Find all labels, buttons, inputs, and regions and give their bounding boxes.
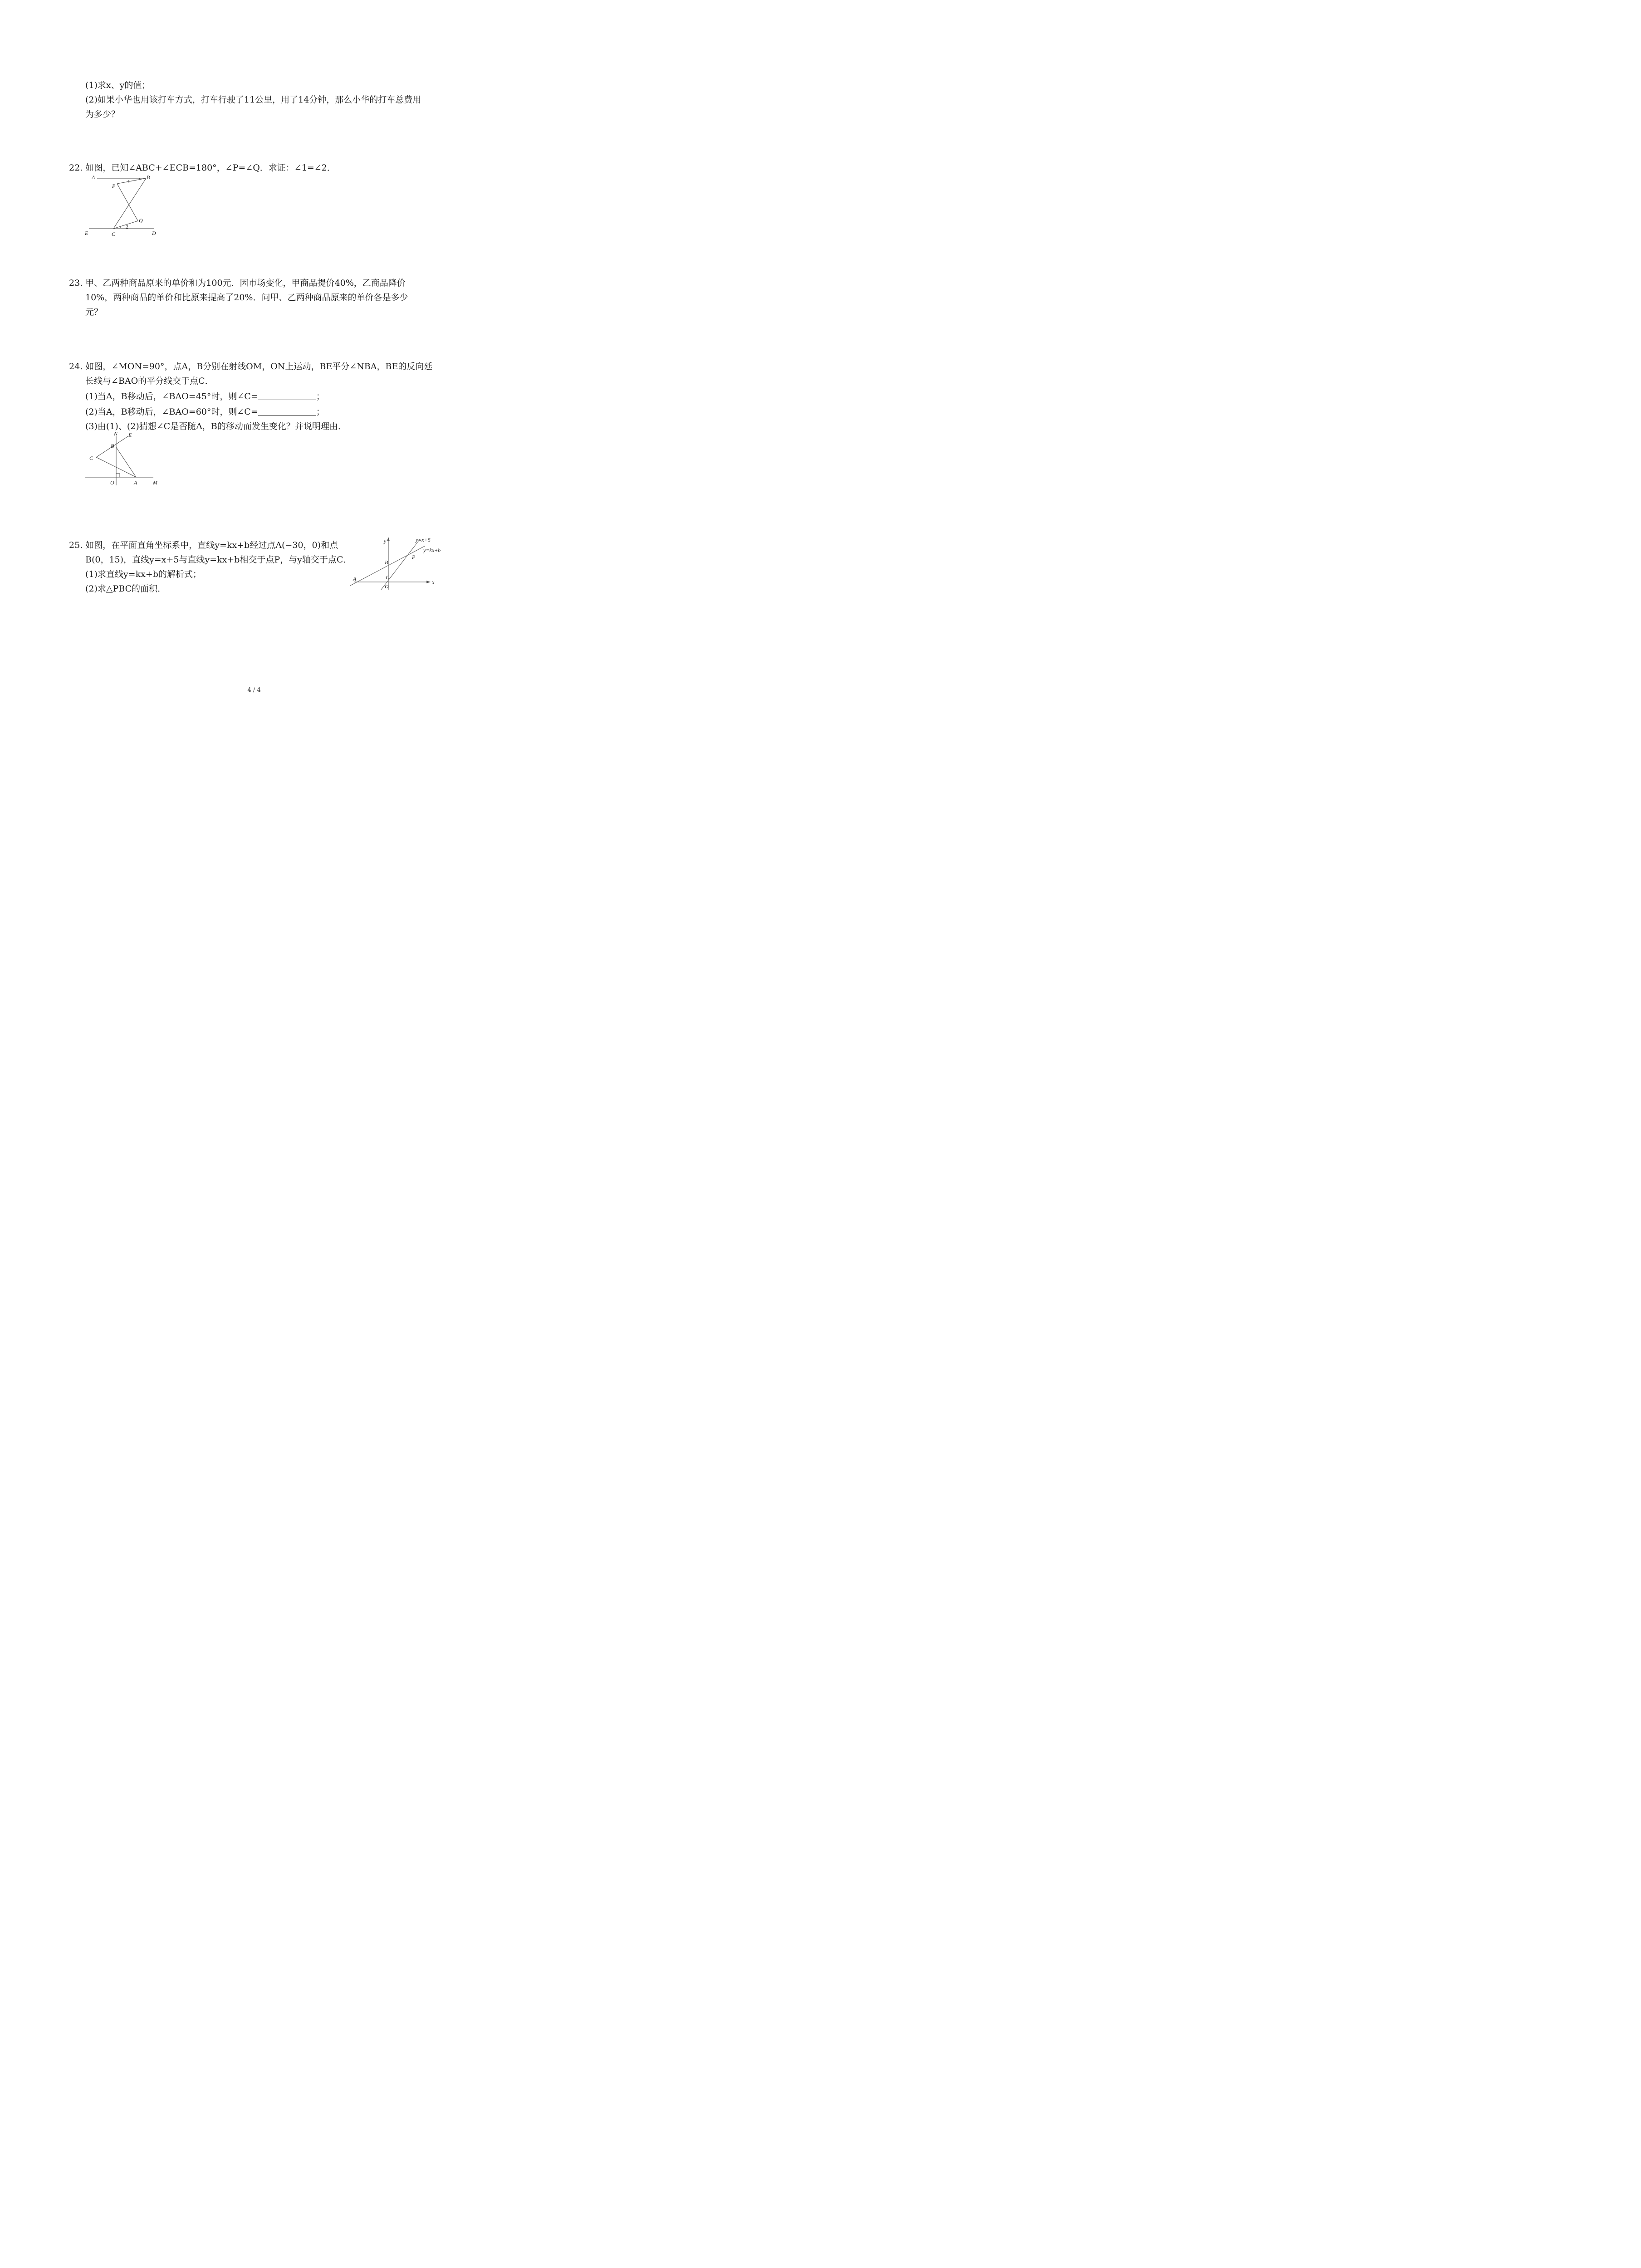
q22-label-E: E xyxy=(85,230,88,236)
q25-figure xyxy=(348,533,448,592)
q25-label-x: x xyxy=(432,579,435,585)
q22-label-D: D xyxy=(152,230,156,236)
q24-label-A: A xyxy=(134,479,137,486)
q24-label-B: B xyxy=(111,443,114,449)
q24-line2: 长线与∠BAO的平分线交于点C． xyxy=(85,376,214,386)
q23-number: 23. xyxy=(69,278,83,288)
q21-part1: (1)求x、y的值； xyxy=(85,80,151,90)
q24-label-M: M xyxy=(153,479,157,486)
q23-line1 xyxy=(69,278,406,288)
q25-label-line2: y=kx+b xyxy=(423,547,441,553)
q24-label-E: E xyxy=(128,432,132,438)
q24-label-O: O xyxy=(110,479,114,486)
q24-number: 24. xyxy=(69,362,83,371)
q25-text-1: 如图，在平面直角坐标系中，直线y=kx+b经过点A(−30，0)和点 xyxy=(85,540,338,550)
q25-label-y: y xyxy=(384,538,387,544)
q23-line2: 10%，两种商品的单价和比原来提高了20%．问甲、乙两种商品原来的单价各是多少 xyxy=(85,293,408,303)
q25-label-C: C xyxy=(386,574,390,581)
q25-label-B: B xyxy=(385,559,388,566)
q25-line2: B(0，15)，直线y=x+5与直线y=kx+b相交于点P，与y轴交于点C． xyxy=(85,555,352,565)
q22-stem xyxy=(69,162,336,173)
q24-answer-blank-2[interactable] xyxy=(258,407,316,415)
q23-text-1: 甲、乙两种商品原来的单价和为100元．因市场变化，甲商品提价40%，乙商品降价 xyxy=(85,278,406,288)
q24-sub3: (3)由(1)、(2)猜想∠C是否随A，B的移动而发生变化？并说明理由． xyxy=(85,421,347,431)
q25-sub2: (2)求△PBC的面积． xyxy=(85,584,167,594)
q25-label-line1: y=x+5 xyxy=(416,537,431,543)
q22-number: 22. xyxy=(69,163,83,173)
q24-sub2 xyxy=(85,406,325,417)
q25-label-O: O xyxy=(385,583,389,590)
q24-figure xyxy=(82,430,168,489)
q22-label-2: 2 xyxy=(126,224,128,230)
q25-line1 xyxy=(69,540,338,551)
q22-label-P: P xyxy=(112,183,116,189)
q25-label-A: A xyxy=(353,576,357,582)
q22-label-A: A xyxy=(92,174,95,181)
q23-line3: 元？ xyxy=(85,307,103,317)
q24-line1 xyxy=(69,361,432,372)
q25-sub1: (1)求直线y=kx+b的解析式； xyxy=(85,569,201,579)
q22-label-C: C xyxy=(112,231,116,237)
q22-label-B: B xyxy=(147,174,150,181)
q24-sub1-end: ； xyxy=(316,391,325,401)
q24-sub2-end: ； xyxy=(316,407,325,417)
q24-sub2-text: (2)当A，B移动后，∠BAO=60°时，则∠C= xyxy=(85,407,258,417)
q22-label-Q: Q xyxy=(139,217,143,224)
q24-label-C: C xyxy=(89,455,93,461)
q22-text: 如图，已知∠ABC+∠ECB=180°，∠P=∠Q．求证：∠1=∠2． xyxy=(85,163,336,173)
q24-sub1 xyxy=(85,391,325,402)
q24-sub1-text: (1)当A，B移动后，∠BAO=45°时，则∠C= xyxy=(85,391,258,401)
q24-label-N: N xyxy=(114,430,118,437)
q25-label-P: P xyxy=(412,554,416,560)
q21-part2-line1: (2)如果小华也用该打车方式，打车行驶了11公里，用了14分钟，那么小华的打车总费用 xyxy=(85,95,421,105)
q25-number: 25. xyxy=(69,540,83,550)
q24-text-1: 如图，∠MON=90°，点A，B分别在射线OM，ON上运动，BE平分∠NBA，BE的反向延 xyxy=(85,362,433,371)
q21-part2-line2: 为多少？ xyxy=(85,109,120,119)
q22-figure xyxy=(82,172,168,240)
q22-label-1: 1 xyxy=(127,178,130,185)
page-number: 4 / 4 xyxy=(247,687,261,694)
q24-answer-blank-1[interactable] xyxy=(258,391,316,400)
